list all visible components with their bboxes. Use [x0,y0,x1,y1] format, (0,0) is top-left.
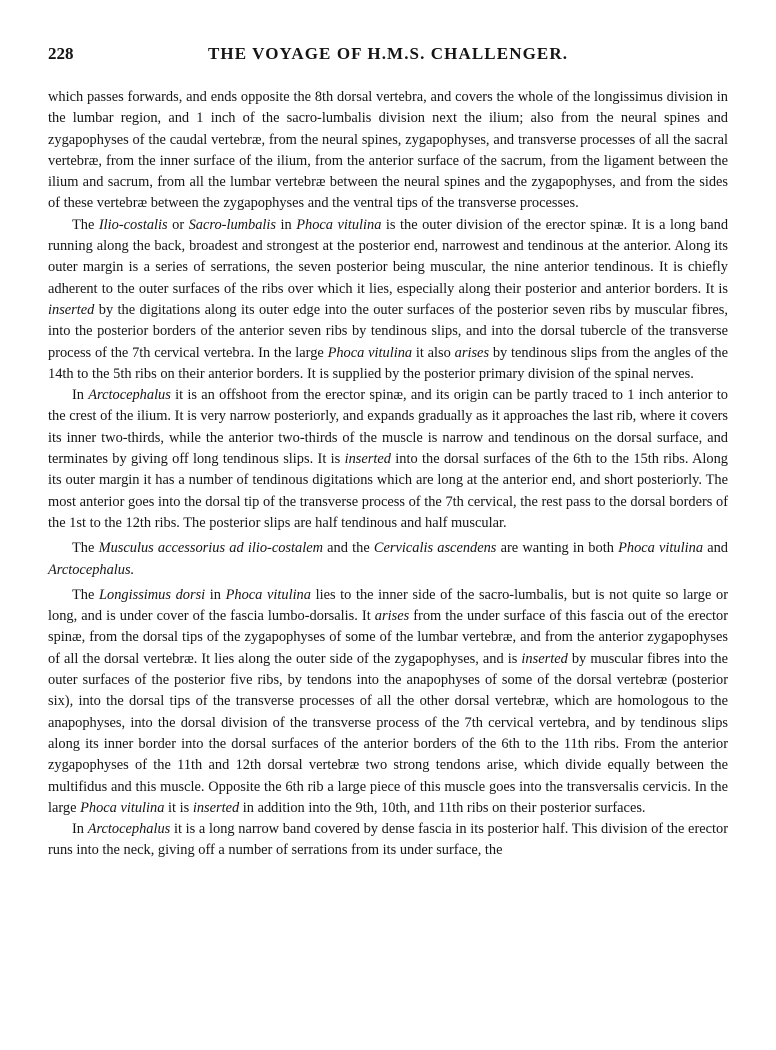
text-run: by the digitations along its outer edge into the outer surfaces of the posterior seven ribs by muscular fibres, into the posterior borders of the anterior seven ribs by tendinous slips, and into the dorsal tubercle of the transverse process of the 7th cervical vertebra. In the large [48,301,728,361]
text-run: it also [412,344,455,361]
text-run: or [167,216,189,233]
text-run: it is a long narrow band covered by dense fascia in its posterior half. This division of the erector runs into the neck, giving off a number of serrations from its under surface, the [48,821,728,859]
italic-term: Phoca vitulina [80,799,165,816]
italic-term: arises [374,608,410,625]
italic-term: Sacro-lumbalis [188,216,277,233]
italic-term: Arctocephalus [87,821,171,838]
italic-term: Musculus accessorius ad ilio-costalem [98,540,323,557]
text-run: are wanting in both [496,540,619,557]
page-number: 228 [48,44,74,63]
text-run: from the under surface of this fascia out of the erector spinæ, from the dorsal tips of the zygapophyses of some of the lumbar vertebræ, and from the anterior zygapophyses of all the dorsal vertebræ. It lies along the outer side of the zygapophyses, and is [48,608,728,667]
italic-term: inserted [521,650,568,667]
italic-term: Phoca vitulina [327,344,413,361]
text-run: which passes forwards, and ends opposite the 8th dorsal vertebra, and covers the whole of the longissimus division in the lumbar region, and 1 inch of the sacro-lumbalis division next the ilium; also from the neural spines and zygapophyses of the caudal vertebræ, from the neural spines, zygapophyses, and transverse processes of all the sacral vertebræ, from the inner surface of the ilium, from the anterior surface of the sacrum, from the ligament between the ilium and sacrum, from all the lumbar vertebræ between the neural spines and the zygapophyses, and from the sides of these vertebræ between the zygapophyses and the ventral tips of the transverse processes. [48,89,728,212]
text-run: The [72,540,99,557]
text-run: The [72,216,99,233]
text-run: by tendinous slips from the angles of the 14th to the 5th ribs on their anterior borders. It is supplied by the posterior primary division of the spinal nerves. [48,344,728,382]
text-run: in [205,586,226,603]
italic-term: Phoca vitulina [225,586,311,603]
italic-term: Arctocephalus. [48,561,135,578]
italic-term: Arctocephalus [88,387,171,404]
italic-term: arises [454,344,490,361]
paragraph-2 [48,215,728,385]
paragraph-5 [48,585,728,819]
italic-term: Ilio-costalis [98,216,168,233]
paragraph-1 [48,87,728,215]
body-text [48,87,728,862]
paragraph-6 [48,819,728,862]
text-run: by muscular fibres into the outer surfaces of the posterior five ribs, by tendons into the anapophyses of some of the dorsal vertebræ (posterior six), into the dorsal tips of the transverse processes of all the other dorsal vertebræ, which are homologous to the anapophyses, into the dorsal division of the transverse process of the 7th cervical vertebra, and by tendinous slips along its inner border into the dorsal surfaces of the anterior borders of the 6th to the 11th ribs. From the anterior zygapophyses of the 11th and 12th dorsal vertebræ two strong tendons arise, which divide equally between the multifidus and this muscle. Opposite the 6th rib a large piece of this muscle goes into the transversalis cervicis. In the large [48,650,728,816]
text-run: In [72,821,88,838]
text-run: it is [164,799,193,816]
paragraph-3 [48,385,728,534]
paragraph-4 [48,538,728,581]
text-run: and the [322,540,374,557]
text-run: in [276,216,297,233]
running-head [48,44,728,68]
italic-term: Phoca vitulina [618,540,704,557]
text-run: it is an offshoot from the erector spinæ, and its origin can be partly traced to 1 inch anterior to the crest of the ilium. It is very narrow posteriorly, and expands gradually as it approaches the last rib, where it covers its inner two-thirds, while the anterior two-thirds of the muscle is narrow and tendinous on the dorsal surface, and terminates by giving off long tendinous slips. It is [48,387,728,468]
italic-term: Cervicalis ascendens [373,540,497,557]
text-run: and [703,540,728,557]
text-run: In [72,387,89,404]
italic-term: Longissimus dorsi [99,586,206,603]
text-run: in addition into the 9th, 10th, and 11th ribs on their posterior surfaces. [239,799,646,816]
italic-term: inserted [48,301,95,318]
italic-term: inserted [344,451,391,468]
text-run: is the outer division of the erector spinæ. It is a long band running along the back, broadest and strongest at the posterior end, narrowest and tendinous at the anterior. Along its outer margin is a series of serrations, the seven posterior being muscular, the nine anterior tendinous. It is chiefly adherent to the outer surfaces of the ribs over which it lies, especially along their posterior and anterior borders. It is [48,216,729,297]
text-run: The [72,586,99,603]
running-title: THE VOYAGE OF H.M.S. CHALLENGER. [207,44,569,63]
italic-term: Phoca vitulina [296,216,382,233]
italic-term: inserted [192,799,240,816]
text-run: lies to the inner side of the sacro-lumbalis, but is not quite so large or long, and is under cover of the fascia lumbo-dorsalis. It [48,586,728,625]
text-run: into the dorsal surfaces of the 6th to the 15th ribs. Along its outer margin it has a number of tendinous digitations which are long at the anterior end, and short posteriorly. The most anterior goes into the dorsal tip of the transverse process of the 7th cervical, the rest pass to the dorsal borders of the 1st to the 12th ribs. The posterior slips are half tendinous and half muscular. [48,451,728,531]
